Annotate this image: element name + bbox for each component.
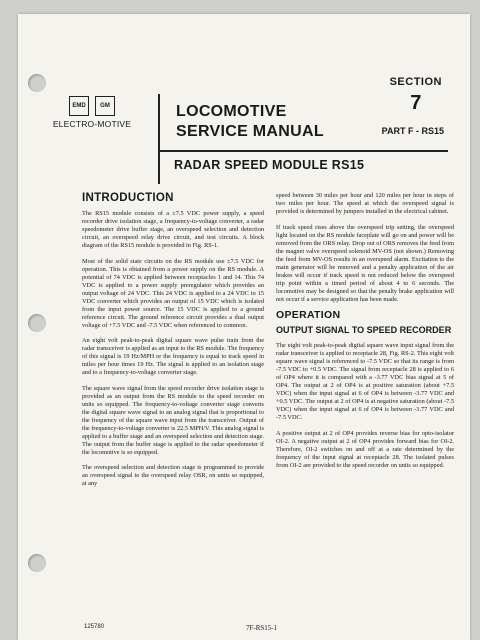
title-line-1: LOCOMOTIVE: [176, 103, 287, 120]
section-indicator: [390, 76, 442, 115]
title-line-2: SERVICE MANUAL: [176, 123, 324, 140]
header-vertical-rule: [158, 94, 160, 184]
binder-hole: [28, 554, 46, 572]
intro-paragraph-4: The square wave signal from the speed recorder drive isolation stage is provided as an output from the RS module to the speed recorder on units so equipped. The frequency-to-voltage converter stage converts the digital square wave signal to an analog signal that is proportional to the frequency of the square wave input from the transceiver. Output of the frequency-to-voltage converter is 22.5 MPH/V. This analog signal is applied to a buffer stage and an overspeed selection and detection stage. The output from the buffer stage is applied to the radar speedometer if the locomotive is so equipped.: [82, 384, 264, 456]
document-subtitle: RADAR SPEED MODULE RS15: [174, 158, 365, 172]
intro-paragraph-1: The RS15 module consists of a ±7.5 VDC power supply, a speed recorder drive isolation stage, a frequency-to-voltage converter, a radar speedometer drive buffer stage, an overspeed selection and detection circuit, an overspeed relay drive circuit, and test circuits. A block diagram of the RS15 module is provided in Fig. RS-1.: [82, 210, 264, 249]
section-number: 7: [410, 92, 422, 114]
emd-logo-box: EMD: [69, 96, 89, 116]
binder-hole: [28, 74, 46, 92]
section-label: SECTION: [389, 76, 442, 88]
manual-title: [176, 102, 324, 142]
operation-paragraph-2: A positive output at 2 of OP4 provides reverse bias for opto-isolator OI-2. A negative output at 2 of OP4 provides forward bias for OI-2. Therefore, OI-2 switches on and off at a rate determined by the frequency of the input signal at receptacle 28. The isolated pulses from OI-2 are provided to the speed recorder on units so equipped.: [276, 429, 454, 469]
left-column: [82, 194, 264, 496]
brand-name: ELECTRO-MOTIVE: [52, 119, 132, 129]
gm-logo-box: GM: [95, 96, 115, 116]
intro-paragraph-7: If track speed rises above the overspeed trip setting, the overspeed light located on the RS module faceplate will go on and power will be removed from the ORS relay. Drop out of ORS removes the feed from the magnet valve overspeed solenoid MV-OS (not shown.) Removing the feed from MV-OS results in an overspeed alarm. Excitation to the main generator will be removed and a penalty application of the air brakes will occur if track speed is not reduced below the overspeed trip point within a timed period of about 4 to 6 seconds. The locomotive may be designed so that the penalty brake application will not occur if a service application has been made.: [276, 223, 454, 303]
introduction-heading: INTRODUCTION: [82, 192, 174, 204]
operation-paragraph-1: The eight volt peak-to-peak digital square wave input signal from the radar transceiver is applied to receptacle 28, Fig. RS-2. This eight volt square wave signal is referenced to -7.5 VDC so that its range is from -7.5 VDC to +0.5 VDC. The signal from receptacle 28 is applied to 6 of OP4 where it is compared with a -3.77 VDC bias signal at 5 of OP4. The output at 2 of OP4 is at positive saturation (about +7.5 VDC) when the input signal at 6 of OP4 is between -3.77 VDC and +0.5 VDC. The output at 2 of OP4 is at negative saturation (about -7.5 VDC) when the input signal at 6 of OP4 is between -3.77 VDC and -7.5 VDC.: [276, 342, 454, 421]
intro-paragraph-5: The overspeed selection and detection stage is programmed to provide an overspeed signal to the overspeed relay OSR, on units so equipped, at any: [82, 464, 264, 487]
header-horizontal-rule: [158, 150, 448, 152]
intro-paragraph-3: An eight volt peak-to-peak digital square wave pulse train from the radar transceiver is applied as an input to the RS module. The frequency of this signal is 19 Hz/MPH or the frequency is equal to track speed in miles per hour times 19 Hz. The signal is applied to an isolation stage and to a frequency-to-voltage converter stage.: [82, 337, 264, 376]
intro-paragraph-6: speed between 30 miles per hour and 120 miles per hour in steps of two miles per hour. The speed at which the overspeed signal is provided is determined by jumpers installed in the electrical cabinet.: [276, 192, 454, 215]
page-number: 7F-RS15-1: [246, 624, 278, 632]
footer-code: 125780: [84, 624, 105, 630]
binder-hole: [28, 314, 46, 332]
operation-heading: OPERATION: [276, 309, 341, 321]
part-label: PART F - RS15: [381, 126, 444, 136]
intro-paragraph-2: Most of the solid state circuits on the RS module use ±7.5 VDC for operation. This is obtained from a power supply on the RS module. A potential of 74 VDC is applied between receptacles 1 and 14. This 74 VDC is applied to a power supply preregulator which provides an output voltage of 24 VDC. This 24 VDC is applied to a 24 VDC to 15 VDC converter which provides an output of 15 VDC which is isolated from the input power source. The 15 VDC is applied to a ground reference circuit. The ground reference circuit provides a dual output voltage of +7.5 VDC and -7.5 VDC when referenced to common.: [82, 257, 264, 329]
manual-page: [18, 14, 470, 640]
company-logo: [46, 96, 138, 129]
speed-recorder-subheading: OUTPUT SIGNAL TO SPEED RECORDER: [276, 325, 452, 335]
right-column: [276, 192, 454, 477]
